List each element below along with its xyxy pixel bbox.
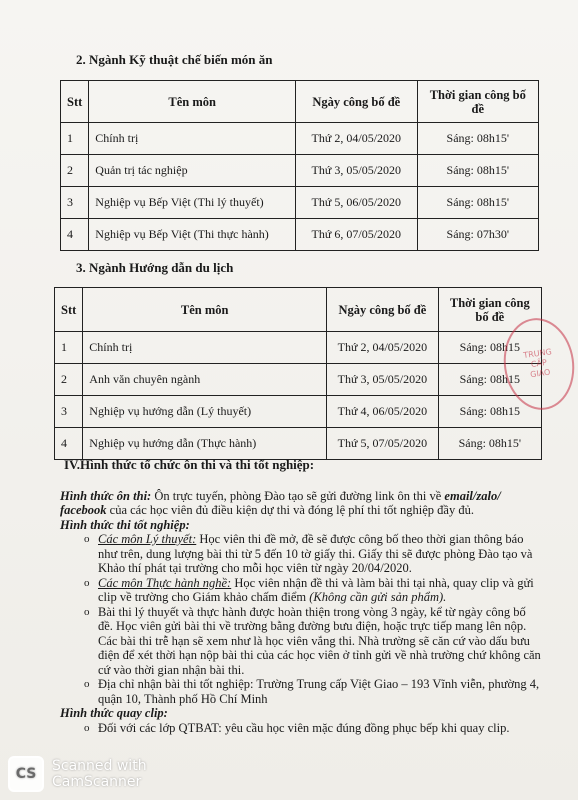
section-3-title: 3. Ngành Hướng dẫn du lịch: [76, 260, 234, 275]
on-thi-text: Ôn trực tuyến, phòng Đào tạo sẽ gửi đường link ôn thi về: [151, 488, 445, 503]
row-time: Sáng: 07h30': [417, 219, 538, 251]
header-date: Ngày công bố đề: [327, 288, 439, 332]
list-item: [98, 677, 542, 706]
row-stt: 3: [61, 187, 89, 219]
quay-label: Hình thức quay clip:: [60, 706, 168, 720]
row-subject: Chính trị: [83, 332, 327, 364]
row-time: Sáng: 08h15': [417, 155, 538, 187]
on-thi-paragraph: [60, 489, 542, 518]
row-date: Thứ 6, 07/05/2020: [296, 219, 418, 251]
header-date: Ngày công bố đề: [296, 81, 418, 123]
section-2-table: [60, 80, 539, 251]
row-date: Thứ 5, 06/05/2020: [296, 187, 418, 219]
section-4: [62, 458, 542, 735]
thi-bullets: [62, 532, 542, 706]
table-row: [61, 155, 539, 187]
table-row: [61, 123, 539, 155]
watermark-line: CamScanner: [52, 774, 142, 790]
table-row: [55, 332, 542, 364]
table-row: [55, 396, 542, 428]
header-stt: Stt: [55, 288, 83, 332]
row-subject: Nghiệp vụ hướng dẫn (Lý thuyết): [83, 396, 327, 428]
row-stt: 2: [61, 155, 89, 187]
row-time: Sáng: 08h15: [438, 364, 541, 396]
watermark-text: [52, 758, 147, 790]
row-time: Sáng: 08h15': [417, 187, 538, 219]
on-thi-label: Hình thức ôn thi:: [60, 488, 152, 503]
camscanner-logo-icon: CS: [8, 756, 44, 792]
bullet-text: Địa chỉ nhận bài thi tốt nghiệp: Trường Trung cấp Việt Giao – 193 Vĩnh viễn, phường 4, quận 10, Thành phố Hồ Chí Minh: [98, 677, 540, 706]
list-item: [98, 721, 542, 736]
thi-label: Hình thức thi tốt nghiệp:: [60, 517, 190, 532]
header-subject: Tên môn: [89, 81, 296, 123]
row-time: Sáng: 08h15: [438, 396, 541, 428]
row-stt: 1: [61, 123, 89, 155]
header-stt: Stt: [61, 81, 89, 123]
row-subject: Nghiệp vụ Bếp Việt (Thi thực hành): [89, 219, 296, 251]
quay-bullets: [62, 721, 542, 736]
header-time: Thời gian công bố đề: [417, 81, 538, 123]
on-thi-channels: email/zalo/ facebook: [60, 488, 501, 517]
section-3-table: [54, 287, 542, 460]
row-date: Thứ 2, 04/05/2020: [296, 123, 418, 155]
bullet-label: Các môn Lý thuyết:: [98, 532, 197, 546]
row-subject: Nghiệp vụ hướng dẫn (Thực hành): [83, 428, 327, 460]
bullet-text: Học viên thi đề mở, đề sẽ được công bố theo thời gian thông báo như trên, dung lượng bài thi từ 5 đến 10 tờ giấy thi. Giấy thi sẽ được phòng Đào tạo và Khảo thí phát tại trường cho mỗi học viên từ ngày 20/04/2020.: [98, 532, 533, 575]
stamp-line: TRUNG: [522, 347, 553, 361]
row-time: Sáng: 08h15': [438, 428, 541, 460]
bullet-label: Các môn Thực hành nghề:: [98, 575, 232, 590]
row-stt: 2: [55, 364, 83, 396]
row-date: Thứ 3, 05/05/2020: [296, 155, 418, 187]
list-item: [98, 605, 542, 678]
section-4-title: IV.Hình thức tổ chức ôn thi và thi tốt nghiệp:: [64, 457, 315, 472]
bullet-text: Học viên nhận đề thi và làm bài thi tại nhà, quay clip và gửi clip về trường cho Giám khảo chấm điểm: [98, 575, 534, 604]
section-2-title: 2. Ngành Kỹ thuật chế biến món ăn: [76, 52, 273, 67]
bullet-note: (Không cần gửi sản phẩm).: [309, 590, 447, 604]
row-date: Thứ 2, 04/05/2020: [327, 332, 439, 364]
row-subject: Chính trị: [89, 123, 296, 155]
table-header-row: [61, 81, 539, 123]
list-item: [98, 576, 542, 605]
watermark-line: Scanned with: [52, 758, 147, 774]
table-row: [55, 428, 542, 460]
row-time: Sáng: 08h15': [417, 123, 538, 155]
stamp-line: GIAO: [529, 367, 551, 380]
stamp-line: CẤP: [530, 357, 548, 370]
bullet-text: Đối với các lớp QTBAT: yêu cầu học viên mặc đúng đồng phục bếp khi quay clip.: [98, 720, 510, 735]
row-subject: Quản trị tác nghiệp: [89, 155, 296, 187]
row-date: Thứ 3, 05/05/2020: [327, 364, 439, 396]
table-header-row: [55, 288, 542, 332]
bullet-text: Bài thi lý thuyết và thực hành được hoàn thiện trong vòng 3 ngày, kể từ ngày công bố đề. Học viên gửi bài thi về trường bằng đường bưu điện, hoặc trực tiếp mang lên nộp. Các bài thi trễ hạn sẽ xem như là học viên vắng thi. Nhà trường sẽ căn cứ vào dấu bưu điện để xét thời hạn nộp bài thi của các học viên ở tỉnh gửi về nhà trường chứ không căn cứ vào thời gian nhận bài thi.: [98, 604, 541, 677]
table-row: [61, 187, 539, 219]
row-subject: Anh văn chuyên ngành: [83, 364, 327, 396]
row-subject: Nghiệp vụ Bếp Việt (Thi lý thuyết): [89, 187, 296, 219]
header-subject: Tên môn: [83, 288, 327, 332]
row-stt: 3: [55, 396, 83, 428]
row-date: Thứ 5, 07/05/2020: [327, 428, 439, 460]
row-stt: 4: [61, 219, 89, 251]
on-thi-text-2: của các học viên đủ điều kiện dự thi và đóng lệ phí thi tốt nghiệp đầy đủ.: [106, 503, 474, 517]
header-time: Thời gian công bố đề: [438, 288, 541, 332]
row-stt: 4: [55, 428, 83, 460]
table-row: [61, 219, 539, 251]
table-row: [55, 364, 542, 396]
row-date: Thứ 4, 06/05/2020: [327, 396, 439, 428]
camscanner-watermark: [8, 756, 147, 792]
row-stt: 1: [55, 332, 83, 364]
list-item: [98, 532, 542, 576]
row-time: Sáng: 08h15: [438, 332, 541, 364]
